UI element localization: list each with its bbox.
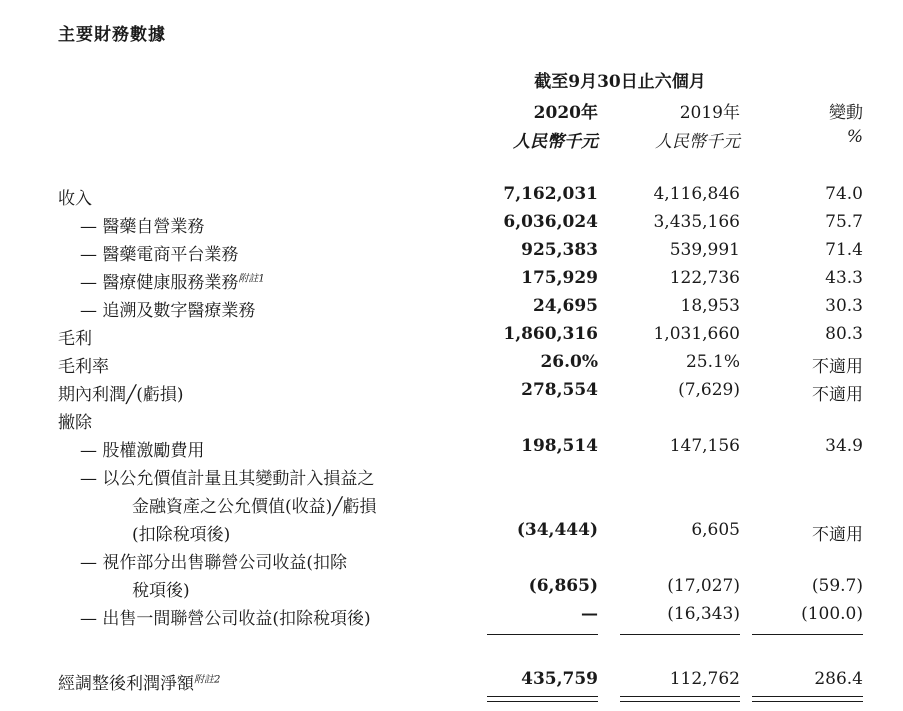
row-label: — 股權激勵費用 — [80, 441, 205, 461]
value-2019: 112,762 — [669, 669, 740, 689]
value-2020: 26.0% — [540, 352, 598, 372]
subtotal-rule-change — [752, 634, 863, 635]
row-label: 期內利潤╱(虧損) — [58, 385, 184, 405]
row-label: 金融資產之公允價值(收益)╱虧損 — [132, 497, 377, 517]
table-row — [0, 349, 903, 377]
table-row — [0, 489, 903, 517]
value-2019: 6,605 — [691, 520, 740, 540]
col-2020-unit: 人民幣千元 — [513, 132, 598, 152]
row-label: — 出售一間聯營公司收益(扣除稅項後) — [80, 609, 371, 629]
table-row — [0, 321, 903, 349]
row-label: 撇除 — [58, 413, 92, 433]
value-2019: 122,736 — [669, 268, 740, 288]
value-2020: 175,929 — [521, 268, 598, 288]
table-row — [0, 265, 903, 293]
value-change: (59.7) — [811, 576, 863, 596]
subtotal-rule-2019 — [620, 634, 740, 635]
value-2019: 539,991 — [669, 240, 740, 260]
footnote-marker: 附註2 — [194, 674, 221, 686]
row-label: — 醫藥自營業務 — [80, 217, 205, 237]
value-change: (100.0) — [801, 604, 863, 624]
table-row — [0, 461, 903, 489]
value-2019: 18,953 — [680, 296, 740, 316]
value-change: 80.3 — [825, 324, 863, 344]
col-2019-year: 2019年 — [679, 103, 740, 123]
row-label: 毛利率 — [58, 357, 109, 377]
row-label-text: 經調整後利潤淨額 — [58, 674, 194, 694]
value-2020: 198,514 — [521, 436, 598, 456]
subtotal-rule-2020 — [487, 634, 598, 635]
value-2019: (7,629) — [678, 380, 740, 400]
value-change: 286.4 — [814, 669, 863, 689]
page-title: 主要財務數據 — [58, 25, 166, 45]
table-row — [0, 293, 903, 321]
value-change: 43.3 — [825, 268, 863, 288]
table-row — [0, 405, 903, 433]
value-2020: 1,860,316 — [503, 324, 598, 344]
value-2019: 25.1% — [685, 352, 740, 372]
table-row — [0, 181, 903, 209]
table-row — [0, 601, 903, 629]
total-double-rule-change — [752, 696, 863, 702]
value-2019: (16,343) — [667, 604, 740, 624]
value-2020: — — [581, 604, 598, 624]
row-label: (扣除稅項後) — [132, 525, 231, 545]
table-row — [0, 517, 903, 545]
row-label-text: — 醫療健康服務業務 — [80, 273, 239, 293]
value-2020: 24,695 — [532, 296, 598, 316]
table-row — [0, 433, 903, 461]
value-change: 不適用 — [812, 525, 863, 545]
value-change: 34.9 — [825, 436, 863, 456]
value-2019: 147,156 — [669, 436, 740, 456]
row-label: 收入 — [58, 189, 92, 209]
row-label: — 追溯及數字醫療業務 — [80, 301, 256, 321]
row-label: 毛利 — [58, 329, 92, 349]
table-row-total — [0, 666, 903, 694]
row-label: — 醫藥電商平台業務 — [80, 245, 239, 265]
value-2020: (34,444) — [516, 520, 598, 540]
row-label: — 以公允價值計量且其變動計入損益之 — [80, 469, 375, 489]
value-2019: 4,116,846 — [653, 184, 740, 204]
value-2019: (17,027) — [667, 576, 740, 596]
value-2020: 7,162,031 — [503, 184, 598, 204]
value-2019: 3,435,166 — [653, 212, 740, 232]
col-change-label: 變動 — [829, 103, 863, 123]
value-2020: 435,759 — [521, 669, 598, 689]
row-label — [80, 268, 265, 293]
total-double-rule-2019 — [620, 696, 740, 702]
value-change: 30.3 — [825, 296, 863, 316]
value-change: 不適用 — [812, 385, 863, 405]
row-label: 稅項後) — [132, 581, 190, 601]
table-row — [0, 377, 903, 405]
value-2020: (6,865) — [528, 576, 598, 596]
financial-table — [0, 181, 903, 629]
total-double-rule-2020 — [487, 696, 598, 702]
value-2020: 6,036,024 — [503, 212, 598, 232]
value-change: 71.4 — [825, 240, 863, 260]
period-header: 截至9月30日止六個月 — [534, 72, 706, 92]
table-row — [0, 209, 903, 237]
value-change: 74.0 — [825, 184, 863, 204]
value-2020: 925,383 — [521, 240, 598, 260]
col-2019-unit: 人民幣千元 — [655, 132, 740, 152]
table-row — [0, 545, 903, 573]
col-change-unit: % — [846, 127, 863, 147]
value-2020: 278,554 — [521, 380, 598, 400]
row-label — [58, 669, 220, 694]
value-change: 75.7 — [825, 212, 863, 232]
footnote-marker: 附註1 — [238, 273, 265, 285]
col-2020-year: 2020年 — [533, 103, 598, 123]
table-row — [0, 573, 903, 601]
value-2019: 1,031,660 — [653, 324, 740, 344]
value-change: 不適用 — [812, 357, 863, 377]
row-label: — 視作部分出售聯營公司收益(扣除 — [80, 553, 348, 573]
table-row — [0, 237, 903, 265]
